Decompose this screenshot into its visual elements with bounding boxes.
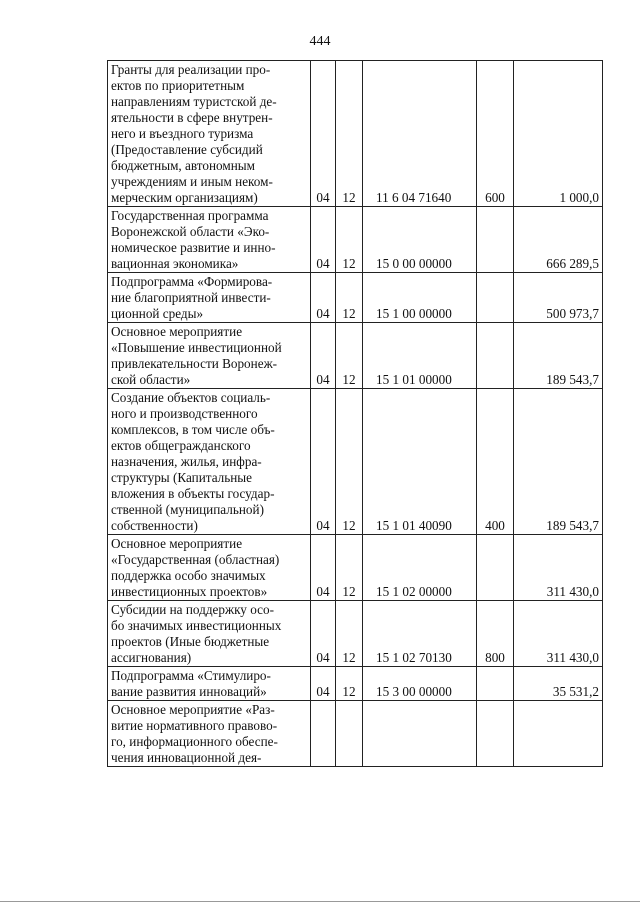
expense-type-cell: 400	[477, 389, 514, 535]
row-name-cell: Субсидии на поддержку осо- бо значимых инвестиционных проектов (Иные бюджетные ассигнования)	[108, 601, 311, 667]
subsection-code-cell: 12	[336, 601, 363, 667]
section-code-cell: 04	[311, 601, 336, 667]
target-item-cell	[363, 701, 477, 767]
section-code-cell: 04	[311, 667, 336, 701]
amount-cell: 35 531,2	[514, 667, 603, 701]
row-name-cell: Основное мероприятие «Раз- витие нормативного правово- го, информационного обеспе- чения инновационной дея-	[108, 701, 311, 767]
target-item-cell: 15 1 02 00000	[363, 535, 477, 601]
expense-type-cell	[477, 667, 514, 701]
table-row	[108, 323, 603, 389]
subsection-code-cell	[336, 701, 363, 767]
section-code-cell: 04	[311, 61, 336, 207]
expense-type-cell	[477, 323, 514, 389]
section-code-cell: 04	[311, 273, 336, 323]
table-row	[108, 207, 603, 273]
budget-table	[107, 60, 603, 767]
amount-cell: 311 430,0	[514, 601, 603, 667]
page-number: 444	[309, 34, 331, 49]
expense-type-cell	[477, 701, 514, 767]
row-name-cell: Подпрограмма «Формирова- ние благоприятной инвести- ционной среды»	[108, 273, 311, 323]
target-item-cell: 15 1 00 00000	[363, 273, 477, 323]
amount-cell: 666 289,5	[514, 207, 603, 273]
target-item-cell: 15 1 01 40090	[363, 389, 477, 535]
subsection-code-cell: 12	[336, 535, 363, 601]
section-code-cell: 04	[311, 535, 336, 601]
section-code-cell	[311, 701, 336, 767]
amount-cell: 189 543,7	[514, 323, 603, 389]
table-row	[108, 601, 603, 667]
target-item-cell: 15 3 00 00000	[363, 667, 477, 701]
table-row	[108, 535, 603, 601]
subsection-code-cell: 12	[336, 389, 363, 535]
table-row	[108, 273, 603, 323]
row-name-cell: Основное мероприятие «Государственная (областная) поддержка особо значимых инвестиционных проектов»	[108, 535, 311, 601]
amount-cell: 500 973,7	[514, 273, 603, 323]
expense-type-cell	[477, 535, 514, 601]
row-name-cell: Государственная программа Воронежской области «Эко- номическое развитие и инно- вационная экономика»	[108, 207, 311, 273]
expense-type-cell	[477, 273, 514, 323]
subsection-code-cell: 12	[336, 667, 363, 701]
amount-cell: 189 543,7	[514, 389, 603, 535]
target-item-cell: 15 1 01 00000	[363, 323, 477, 389]
row-name-cell: Создание объектов социаль- ного и производственного комплексов, в том числе объ- ектов общегражданского назначения, жилья, инфра- структуры (Капитальные вложения в объекты государ- ственной (муниципальной) собственности)	[108, 389, 311, 535]
amount-cell	[514, 701, 603, 767]
subsection-code-cell: 12	[336, 207, 363, 273]
table-row	[108, 701, 603, 767]
bottom-divider	[0, 901, 640, 902]
subsection-code-cell: 12	[336, 273, 363, 323]
amount-cell: 1 000,0	[514, 61, 603, 207]
row-name-cell: Основное мероприятие «Повышение инвестиционной привлекательности Воронеж- ской области»	[108, 323, 311, 389]
section-code-cell: 04	[311, 323, 336, 389]
subsection-code-cell: 12	[336, 61, 363, 207]
amount-cell: 311 430,0	[514, 535, 603, 601]
section-code-cell: 04	[311, 207, 336, 273]
row-name-cell: Гранты для реализации про- ектов по приоритетным направлениям туристской де- ятельности в сфере внутрен- него и въездного туризма (Предоставление субсидий бюджетным, автономным учреждениям и иным неком- мерческим организациям)	[108, 61, 311, 207]
section-code-cell: 04	[311, 389, 336, 535]
expense-type-cell	[477, 207, 514, 273]
table-row	[108, 389, 603, 535]
row-name-cell: Подпрограмма «Стимулиро- вание развития инноваций»	[108, 667, 311, 701]
table-row	[108, 61, 603, 207]
expense-type-cell: 600	[477, 61, 514, 207]
subsection-code-cell: 12	[336, 323, 363, 389]
target-item-cell: 11 6 04 71640	[363, 61, 477, 207]
table-row	[108, 667, 603, 701]
target-item-cell: 15 1 02 70130	[363, 601, 477, 667]
expense-type-cell: 800	[477, 601, 514, 667]
target-item-cell: 15 0 00 00000	[363, 207, 477, 273]
